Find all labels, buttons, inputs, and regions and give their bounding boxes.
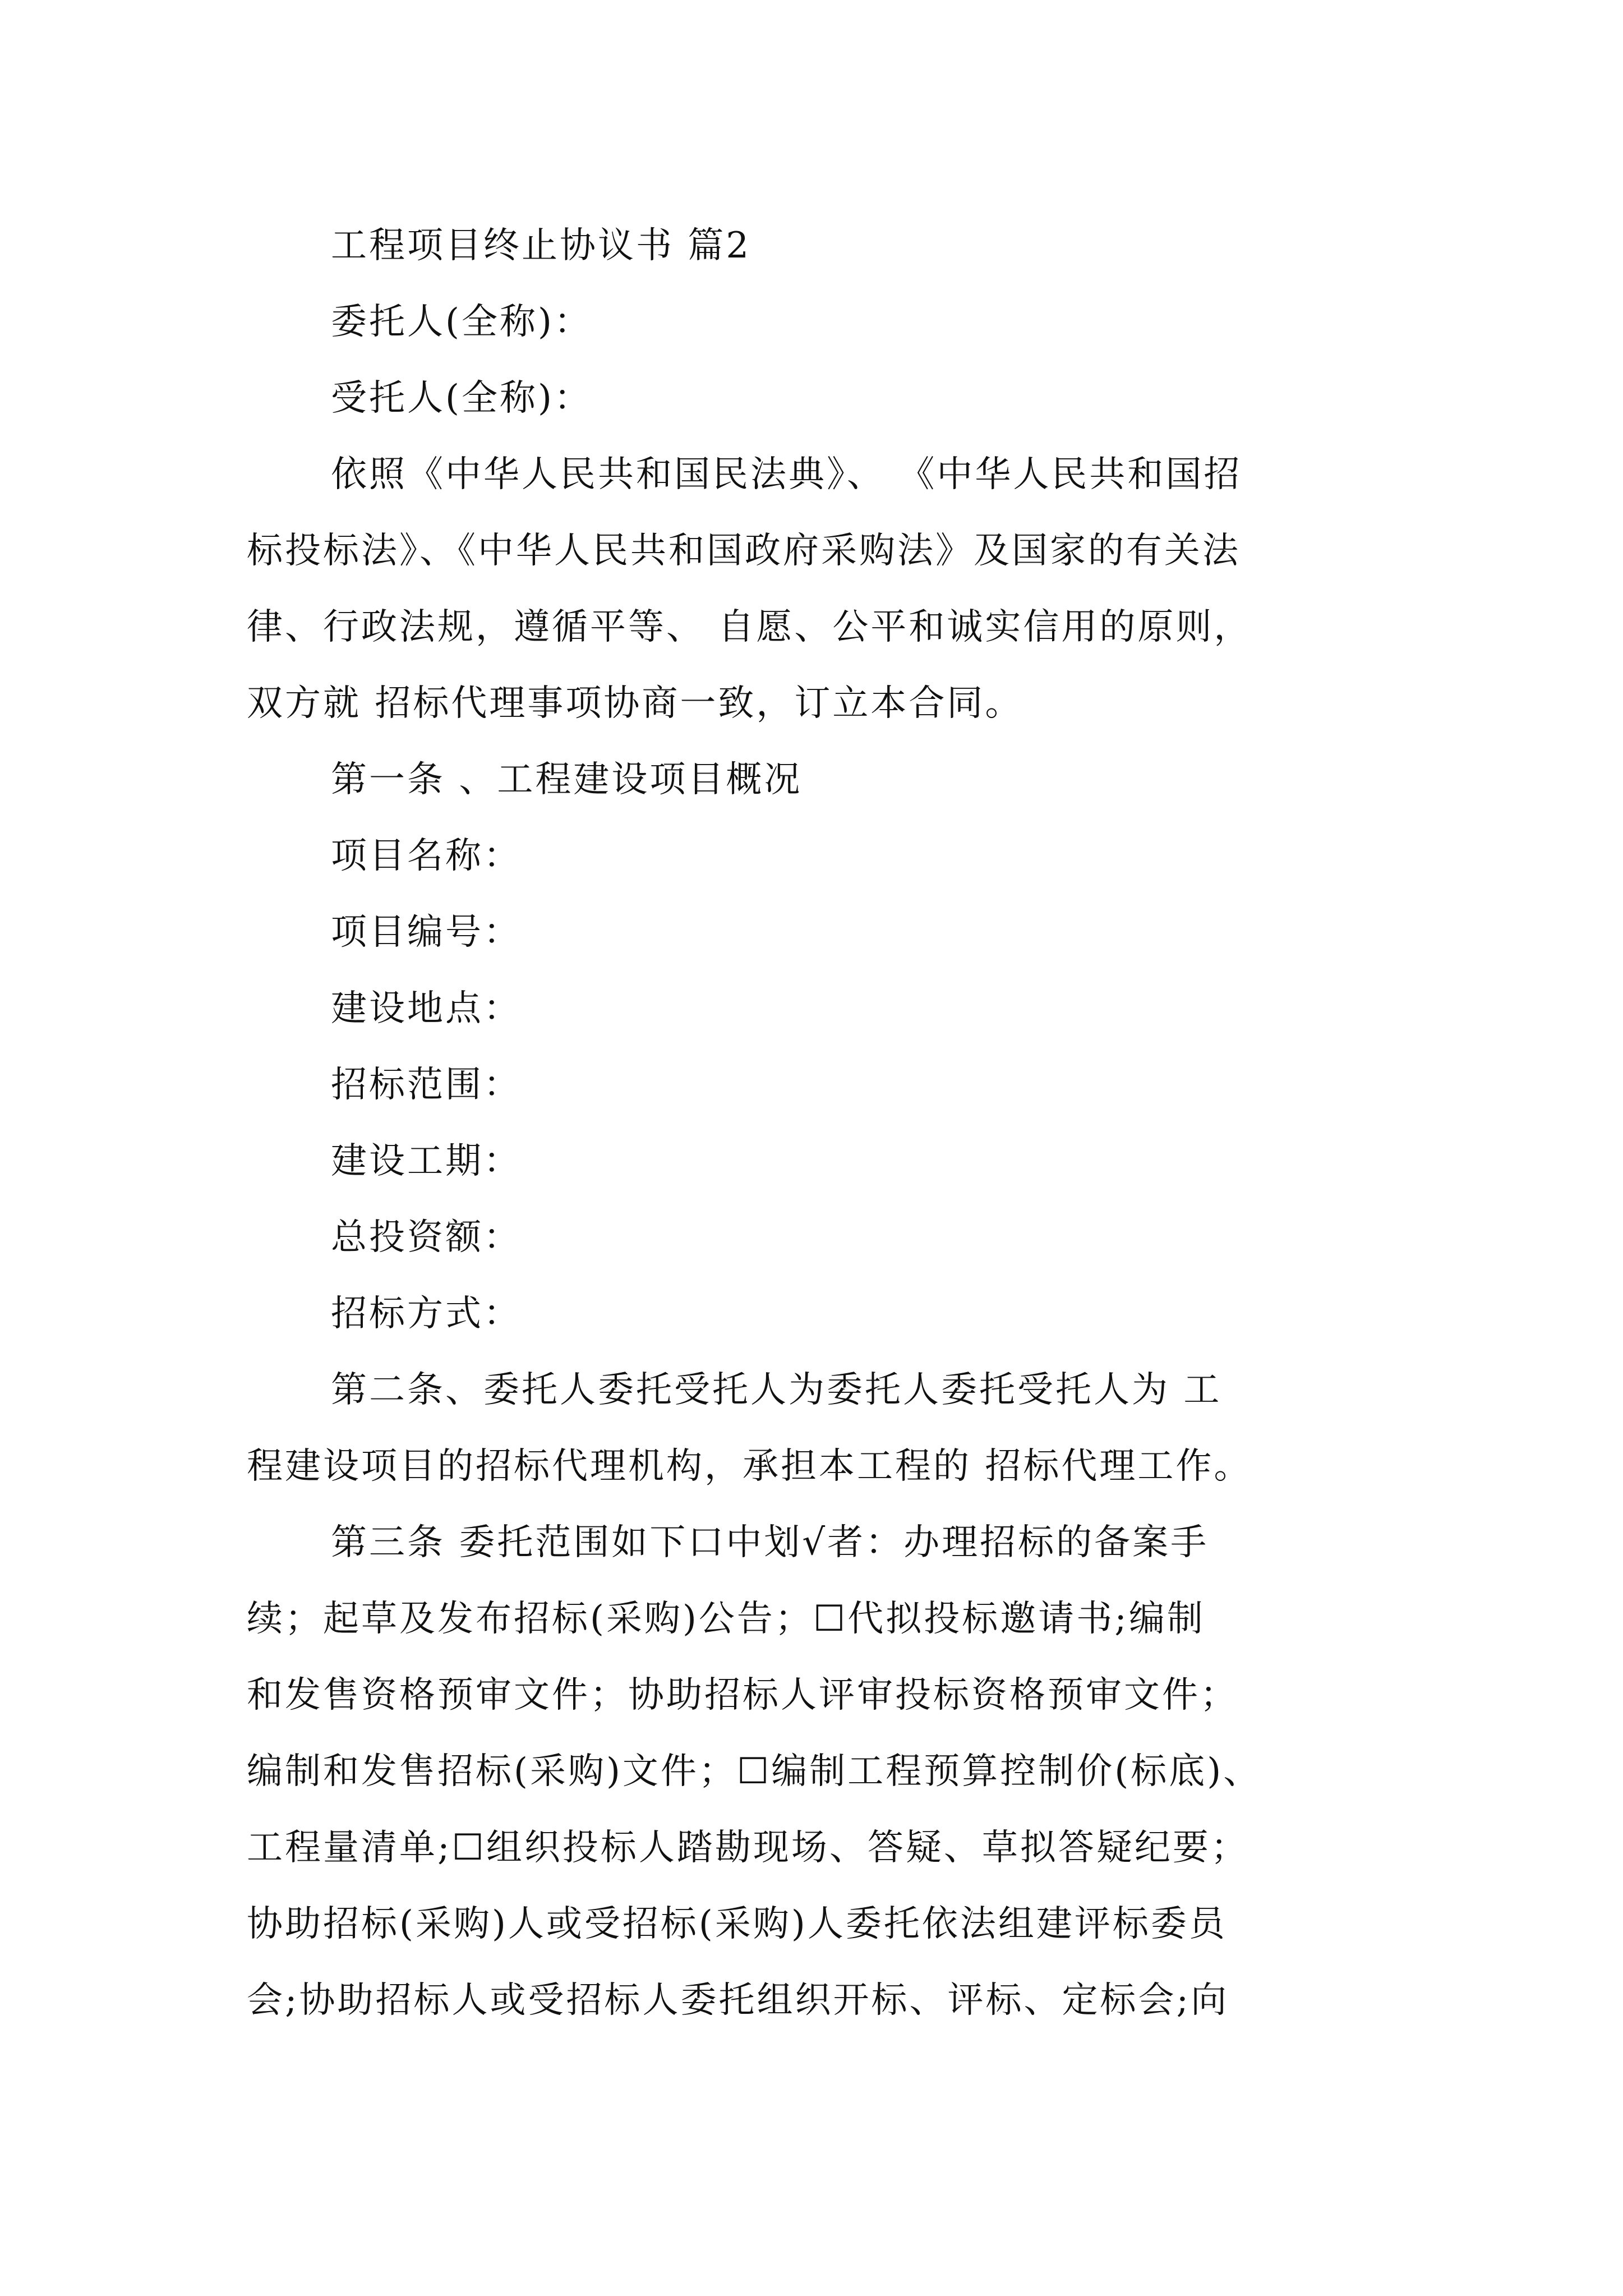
intro-line-3: 律、行政法规，遵循平等、 自愿、公平和诚实信用的原则， (247, 606, 1252, 648)
project-name-line: 项目名称： (331, 835, 522, 877)
document-title: 工程项目终止协议书 篇2 (331, 225, 751, 266)
project-number-line: 项目编号： (331, 912, 522, 953)
client-line: 委托人(全称)： (331, 301, 592, 343)
article-2-line-2: 程建设项目的招标代理机构，承担本工程的 招标代理工作。 (247, 1446, 1252, 1487)
article-2-line-1: 第二条、委托人委托受托人为委托人委托受托人为 工 (331, 1369, 1222, 1411)
article-3-line-5: 工程量清单;☐组织投标人踏勘现场、答疑、草拟答疑纪要； (247, 1827, 1249, 1869)
construction-period-line: 建设工期： (331, 1140, 522, 1182)
article-3-line-6: 协助招标(采购)人或受招标(采购)人委托依法组建评标委员 (247, 1903, 1227, 1945)
article-1-heading: 第一条 、工程建设项目概况 (331, 759, 803, 800)
document-body (247, 208, 1385, 2039)
intro-line-4: 双方就 招标代理事项协商一致，订立本合同。 (247, 683, 1023, 724)
article-3-line-4: 编制和发售招标(采购)文件；☐编制工程预算控制价(标底)、 (247, 1751, 1262, 1792)
tender-method-line: 招标方式： (331, 1293, 522, 1335)
intro-line-1: 依照《中华人民共和国民法典》、 《中华人民共和国招 (331, 454, 1242, 495)
total-investment-line: 总投资额： (331, 1217, 522, 1258)
article-3-line-2: 续；起草及发布招标(采购)公告；☐代拟投标邀请书;编制 (247, 1598, 1205, 1640)
article-3-line-7: 会;协助招标人或受招标人委托组织开标、评标、定标会;向 (247, 1980, 1229, 2021)
construction-site-line: 建设地点： (331, 988, 522, 1029)
article-3-line-1: 第三条 委托范围如下口中划√者：办理招标的备案手 (331, 1522, 1209, 1563)
article-3-line-3: 和发售资格预审文件；协助招标人评审投标资格预审文件； (247, 1674, 1238, 1716)
tender-scope-line: 招标范围： (331, 1064, 522, 1106)
intro-line-2: 标投标法》、《中华人民共和国政府采购法》及国家的有关法 (247, 530, 1241, 572)
agent-line: 受托人(全称)： (331, 378, 592, 419)
